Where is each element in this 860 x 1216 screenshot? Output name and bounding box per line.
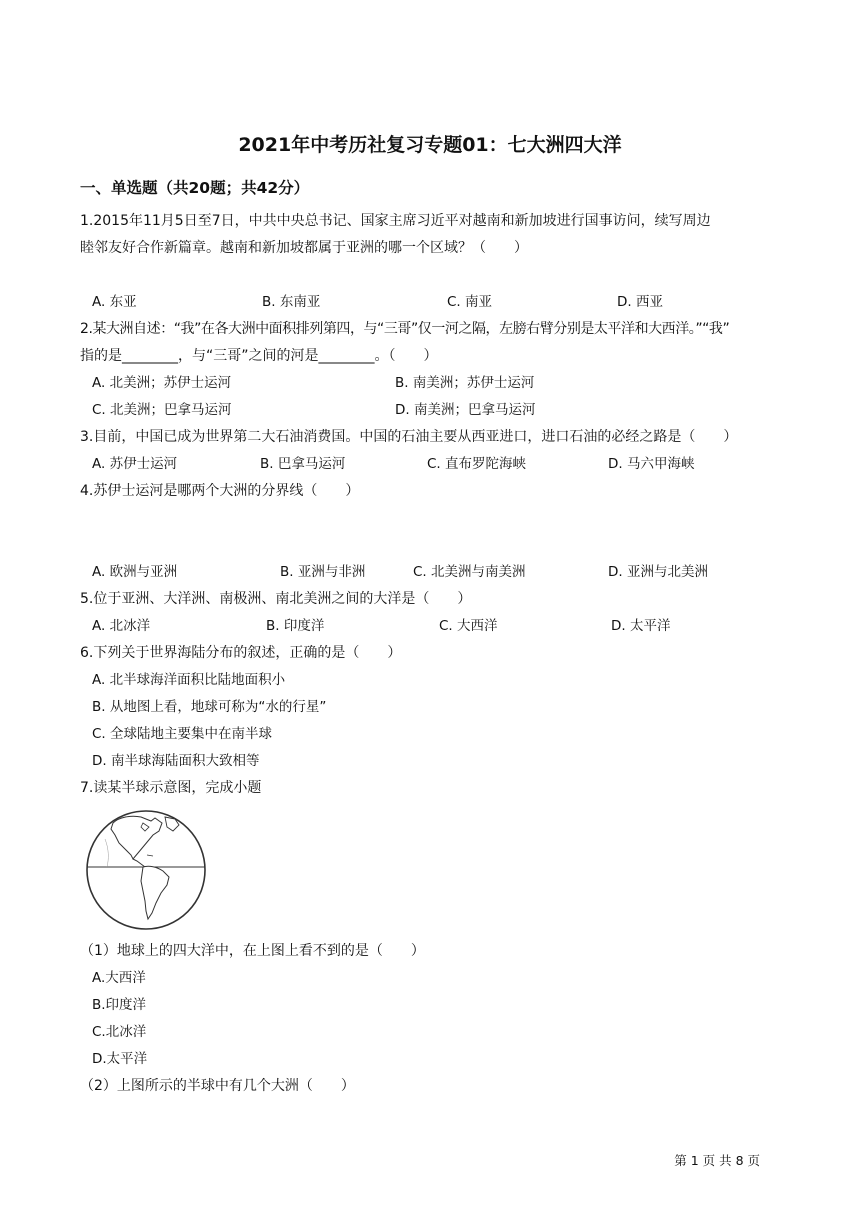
question-1-option-a: A. 东亚: [92, 294, 137, 310]
question-7-sub-1-option-a: A.大西洋: [92, 970, 146, 986]
question-2-option-b: B. 南美洲；苏伊士运河: [395, 375, 535, 391]
hemisphere-map-figure: [85, 809, 207, 931]
question-6-option-b: B. 从地图上看，地球可称为“水的行星”: [92, 699, 327, 715]
question-5-option-c: C. 大西洋: [439, 618, 498, 634]
document-title: 2021年中考历社复习专题01：七大洲四大洋: [238, 134, 622, 156]
question-3-line-1: 3.目前，中国已成为世界第二大石油消费国。中国的石油主要从西亚进口，进口石油的必经之路是（ ）: [80, 429, 738, 445]
question-7-sub-1-option-b: B.印度洋: [92, 997, 147, 1013]
question-7-sub-1-option-c: C.北冰洋: [92, 1024, 147, 1040]
question-3-option-c: C. 直布罗陀海峡: [427, 456, 527, 472]
question-7-sub-1-option-d: D.太平洋: [92, 1051, 148, 1067]
question-1-option-b: B. 东南亚: [262, 294, 321, 310]
question-1-line-2: 睦邻友好合作新篇章。越南和新加坡都属于亚洲的哪一个区域？（ ）: [80, 240, 528, 256]
question-2-line-2: 指的是________，与“三哥”之间的河是________。（ ）: [80, 348, 438, 364]
question-6-option-a: A. 北半球海洋面积比陆地面积小: [92, 672, 286, 688]
question-5-option-a: A. 北冰洋: [92, 618, 151, 634]
question-5-option-d: D. 太平洋: [611, 618, 671, 634]
page-footer: 第 1 页 共 8 页: [674, 1153, 760, 1168]
question-6-line-1: 6.下列关于世界海陆分布的叙述，正确的是（ ）: [80, 645, 402, 661]
question-7-line-1: 7.读某半球示意图，完成小题: [80, 780, 262, 796]
question-3-option-d: D. 马六甲海峡: [608, 456, 695, 472]
section-heading: 一、单选题（共20题；共42分）: [80, 179, 310, 197]
question-4-line-1: 4.苏伊士运河是哪两个大洲的分界线（ ）: [80, 483, 360, 499]
question-7-sub-1: （1）地球上的四大洋中，在上图上看不到的是（ ）: [80, 943, 425, 959]
question-5-option-b: B. 印度洋: [266, 618, 325, 634]
question-5-line-1: 5.位于亚洲、大洋洲、南极洲、南北美洲之间的大洋是（ ）: [80, 591, 472, 607]
question-1-line-1: 1.2015年11月5日至7日，中共中央总书记、国家主席习近平对越南和新加坡进行国事访问，续写周边: [80, 213, 711, 229]
question-2-line-1: 2.某大洲自述：“我”在各大洲中面积排列第四，与“三哥”仅一河之隔，左膀右臂分别是太平洋和大西洋。”“我”: [80, 321, 730, 337]
question-4-option-c: C. 北美洲与南美洲: [413, 564, 526, 580]
question-3-option-a: A. 苏伊士运河: [92, 456, 178, 472]
question-4-option-d: D. 亚洲与北美洲: [608, 564, 708, 580]
question-6-option-d: D. 南半球海陆面积大致相等: [92, 753, 260, 769]
question-7-sub-2: （2）上图所示的半球中有几个大洲（ ）: [80, 1078, 355, 1094]
question-4-option-b: B. 亚洲与非洲: [280, 564, 366, 580]
question-6-option-c: C. 全球陆地主要集中在南半球: [92, 726, 273, 742]
question-2-option-a: A. 北美洲；苏伊士运河: [92, 375, 232, 391]
question-3-option-b: B. 巴拿马运河: [260, 456, 346, 472]
question-4-option-a: A. 欧洲与亚洲: [92, 564, 178, 580]
question-2-option-d: D. 南美洲；巴拿马运河: [395, 402, 536, 418]
question-1-option-d: D. 西亚: [617, 294, 663, 310]
question-2-option-c: C. 北美洲；巴拿马运河: [92, 402, 232, 418]
question-1-option-c: C. 南亚: [447, 294, 493, 310]
